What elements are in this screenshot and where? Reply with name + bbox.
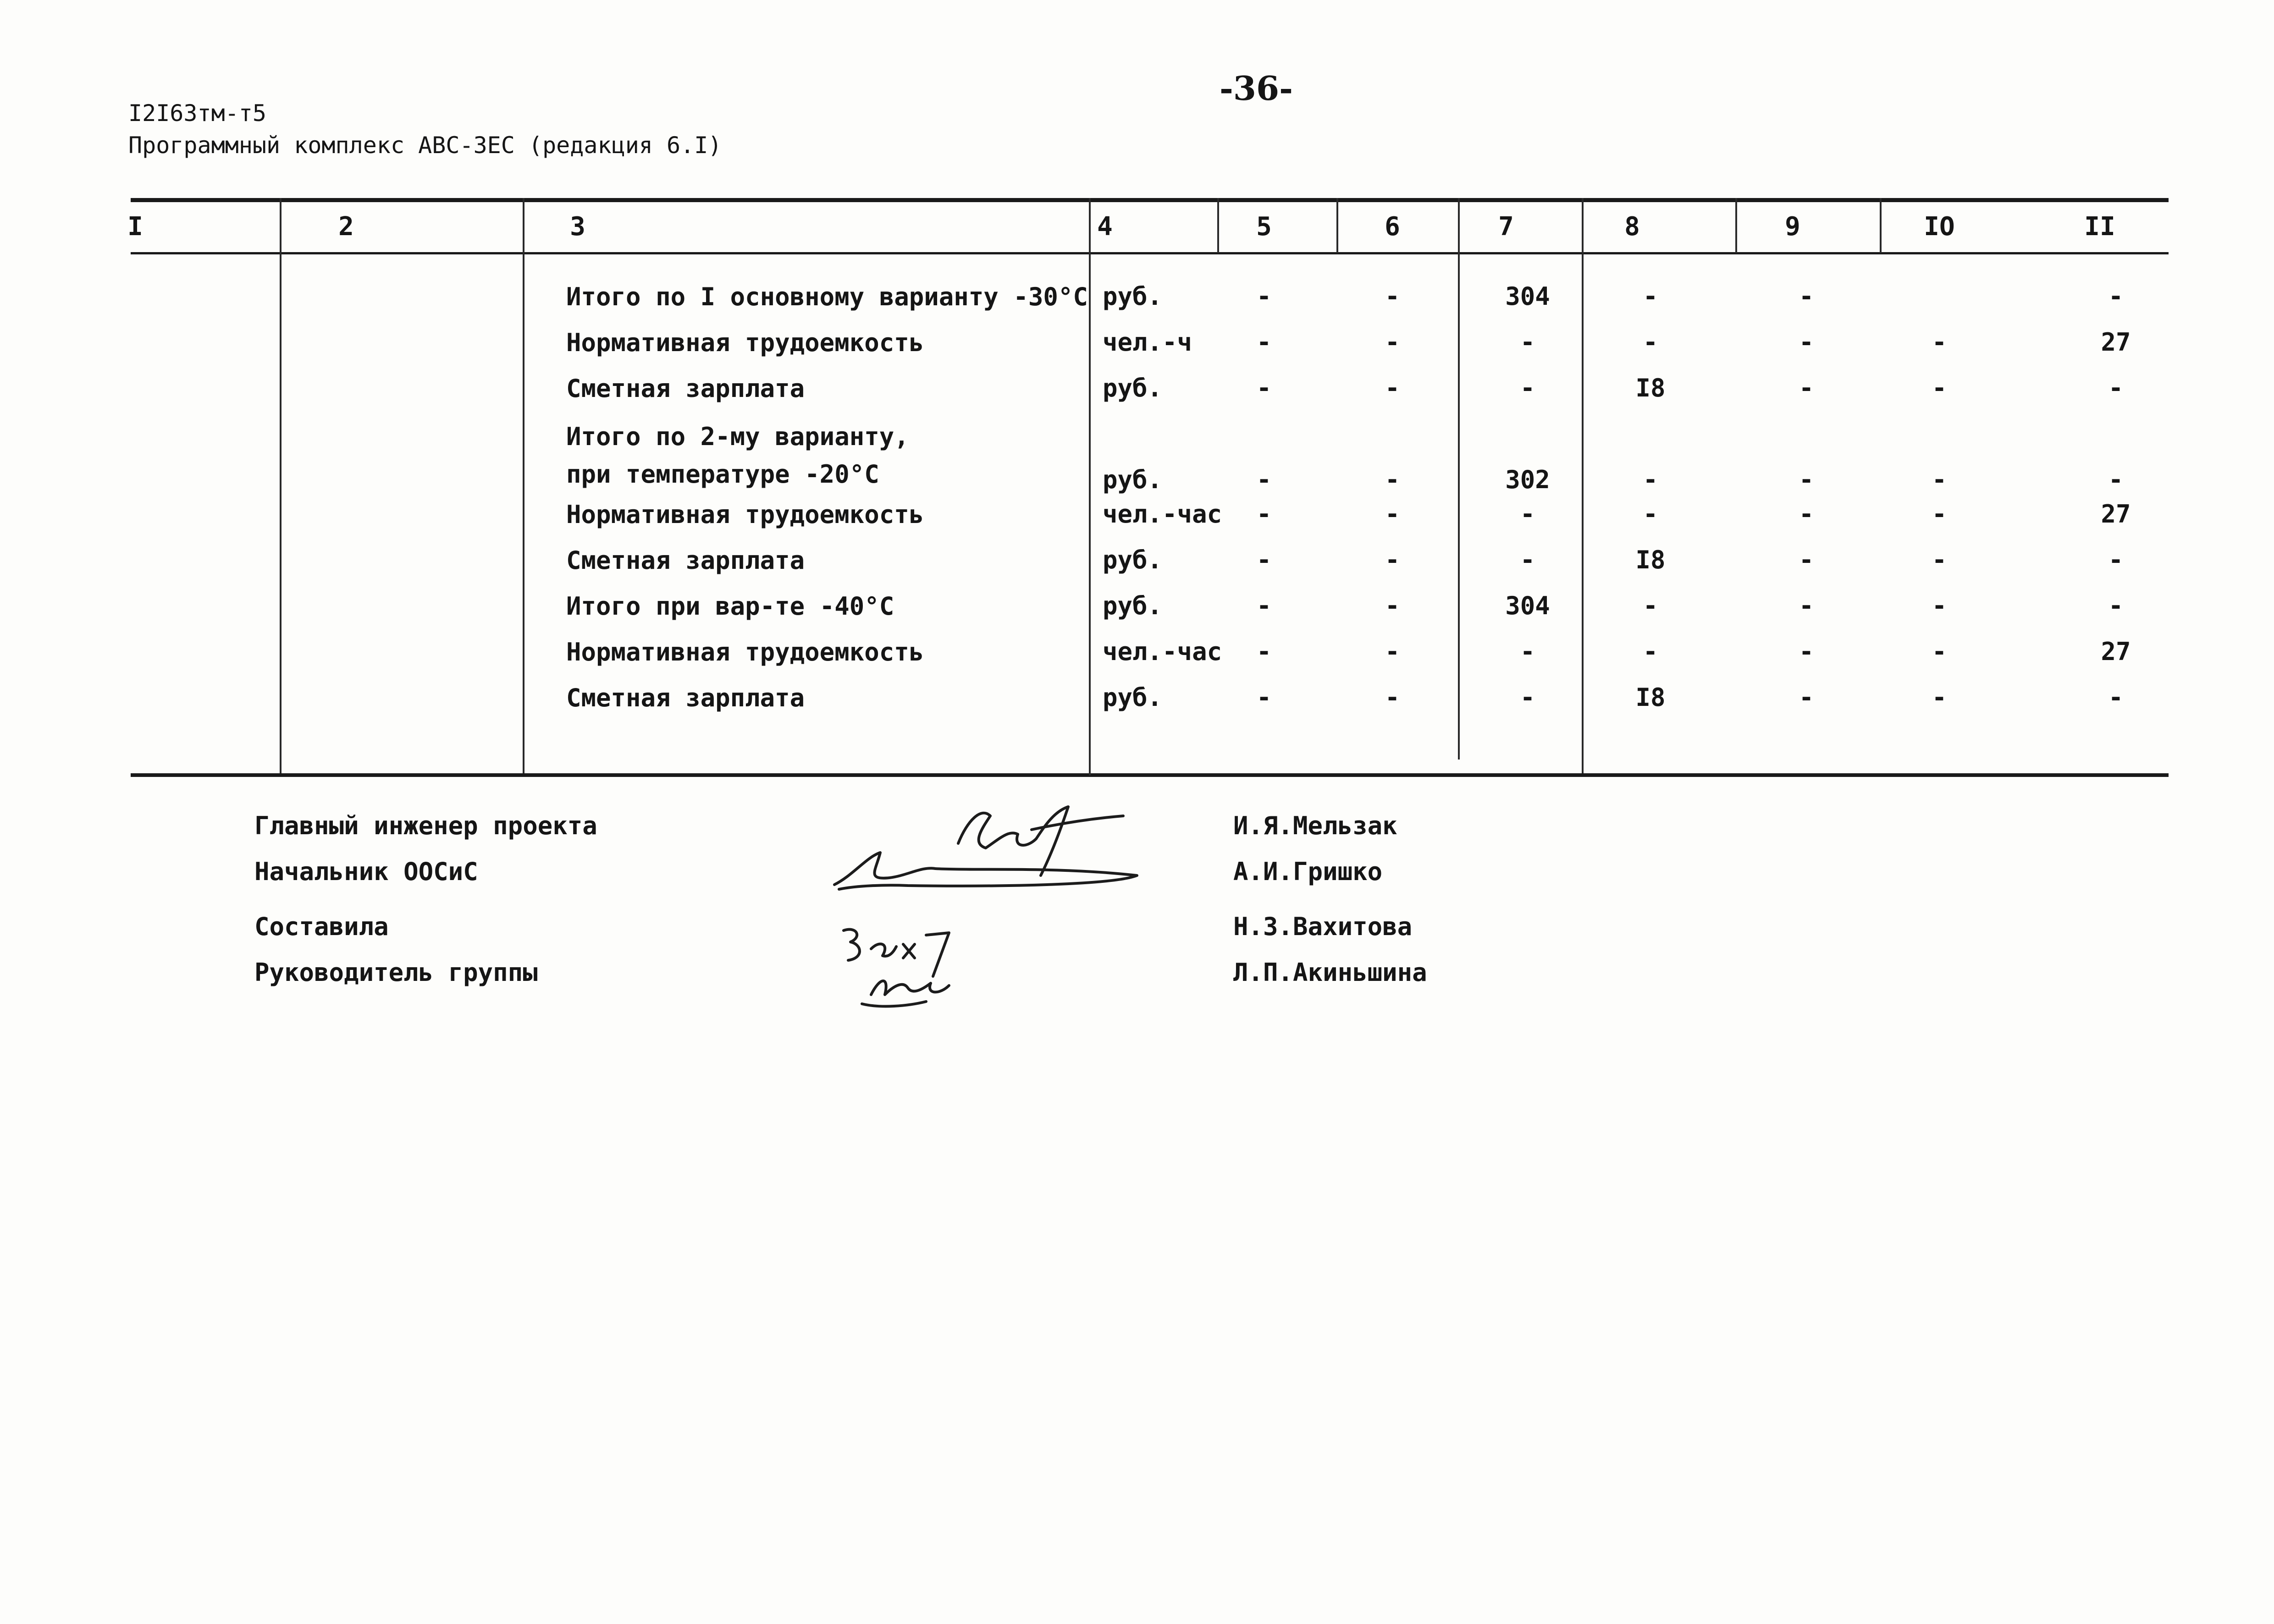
row-item-name: Сметная зарплата (566, 683, 805, 712)
row-item-name: Нормативная трудоемкость (566, 638, 924, 666)
column-divider (1217, 198, 1219, 253)
row-value-col-11: - (2108, 465, 2124, 494)
row-value-col-6: - (1385, 683, 1400, 712)
row-item-name: Сметная зарплата (566, 546, 805, 575)
row-value-col-6: - (1385, 282, 1400, 311)
row-value-col-10: - (1932, 374, 1947, 402)
column-divider (523, 198, 524, 773)
column-divider (1089, 198, 1091, 776)
row-value-col-10: - (1932, 328, 1947, 357)
row-unit: чел.-час (1103, 500, 1222, 528)
row-value-col-10: - (1932, 545, 1947, 574)
row-value-col-9: - (1799, 637, 1814, 666)
row-value-col-11: - (2108, 545, 2124, 574)
row-value-col-7: 304 (1505, 282, 1550, 311)
row-value-col-5: - (1256, 465, 1272, 494)
row-value-col-5: - (1256, 374, 1272, 402)
row-value-col-11: - (2108, 374, 2124, 402)
row-unit: чел.-час (1103, 637, 1222, 666)
row-unit: руб. (1103, 465, 1163, 494)
row-value-col-5: - (1256, 545, 1272, 574)
row-value-col-6: - (1385, 465, 1400, 494)
row-value-col-8: - (1643, 591, 1658, 620)
row-value-col-10: - (1932, 683, 1947, 712)
row-value-col-7: 302 (1505, 465, 1550, 494)
row-value-col-6: - (1385, 637, 1400, 666)
row-value-col-10: - (1932, 465, 1947, 494)
row-value-col-5: - (1256, 683, 1272, 712)
head-name: А.И.Гришко (1233, 857, 1383, 886)
row-value-col-9: - (1799, 591, 1814, 620)
row-value-col-11: - (2108, 591, 2124, 620)
row-value-col-9: - (1799, 500, 1814, 528)
row-value-col-7: - (1520, 500, 1535, 528)
row-value-col-5: - (1256, 637, 1272, 666)
row-value-col-11: 27 (2101, 500, 2131, 528)
program-title: Программный комплекс АВС-ЗЕС (редакция 6.I) (128, 132, 722, 159)
column-divider (1582, 198, 1584, 773)
row-item-name: Нормативная трудоемкость (566, 328, 924, 357)
column-divider (1735, 198, 1737, 253)
col-header-8: 8 (1624, 212, 1640, 242)
row-value-col-7: - (1520, 637, 1535, 666)
row-value-col-7: - (1520, 545, 1535, 574)
col-header-2: 2 (338, 212, 354, 242)
row-value-col-9: - (1799, 465, 1814, 494)
row-value-col-5: - (1256, 591, 1272, 620)
row-value-col-10: - (1932, 591, 1947, 620)
row-item-name: Нормативная трудоемкость (566, 500, 924, 529)
group-lead-name: Л.П.Акиньшина (1233, 958, 1427, 987)
compiled-name: Н.З.Вахитова (1233, 912, 1413, 941)
col-header-3: 3 (570, 212, 585, 242)
row-value-col-5: - (1256, 328, 1272, 357)
row-item-name: Итого при вар-те -40°C (566, 592, 894, 621)
row-value-col-9: - (1799, 374, 1814, 402)
row-item-name: Итого по 2-му варианту, при температуре -20°C (566, 422, 909, 489)
row-unit: руб. (1103, 374, 1163, 402)
compiled-title: Составила (254, 912, 389, 941)
row-value-col-6: - (1385, 500, 1400, 528)
row-value-col-8: I8 (1635, 545, 1666, 574)
row-value-col-7: - (1520, 683, 1535, 712)
column-divider (280, 198, 281, 773)
row-value-col-8: - (1643, 500, 1658, 528)
row-value-col-8: I8 (1635, 683, 1666, 712)
col-header-1: I (127, 212, 143, 242)
group-lead-title: Руководитель группы (254, 958, 538, 987)
row-unit: руб. (1103, 545, 1163, 574)
handwritten-signatures (816, 779, 1174, 1018)
row-item-name: Итого по I основному варианту -30°C (566, 282, 1088, 311)
document-header (128, 97, 722, 161)
row-value-col-8: I8 (1635, 374, 1666, 402)
chief-engineer-title: Главный инженер проекта (254, 811, 597, 840)
page-number: -36- (1220, 69, 1293, 108)
row-value-col-11: - (2108, 683, 2124, 712)
row-value-col-9: - (1799, 683, 1814, 712)
chief-engineer-name: И.Я.Мельзак (1233, 811, 1397, 840)
col-header-11: II (2084, 212, 2115, 242)
col-header-9: 9 (1785, 212, 1800, 242)
row-value-col-7: - (1520, 328, 1535, 357)
row-unit: руб. (1103, 591, 1163, 620)
table-bottom-border (131, 773, 2169, 777)
column-divider (1458, 198, 1460, 760)
document-code: I2I63тм-т5 (128, 100, 267, 127)
row-unit: руб. (1103, 282, 1163, 311)
row-value-col-7: - (1520, 374, 1535, 402)
row-value-col-6: - (1385, 591, 1400, 620)
table-top-border (131, 198, 2169, 202)
row-value-col-5: - (1256, 282, 1272, 311)
row-value-col-10: - (1932, 500, 1947, 528)
col-header-4: 4 (1097, 212, 1113, 242)
row-value-col-9: - (1799, 328, 1814, 357)
row-value-col-6: - (1385, 328, 1400, 357)
row-unit: руб. (1103, 683, 1163, 712)
row-value-col-7: 304 (1505, 591, 1550, 620)
row-value-col-8: - (1643, 328, 1658, 357)
col-header-7: 7 (1498, 212, 1514, 242)
table-header-divider (131, 252, 2169, 254)
row-value-col-5: - (1256, 500, 1272, 528)
column-divider (1880, 198, 1882, 253)
col-header-5: 5 (1256, 212, 1272, 242)
row-value-col-6: - (1385, 374, 1400, 402)
row-value-col-9: - (1799, 282, 1814, 311)
head-title: Начальник ООСиС (254, 857, 478, 886)
row-value-col-9: - (1799, 545, 1814, 574)
row-item-name: Сметная зарплата (566, 374, 805, 403)
col-header-6: 6 (1385, 212, 1400, 242)
col-header-10: IO (1924, 212, 1955, 242)
row-value-col-6: - (1385, 545, 1400, 574)
row-value-col-11: - (2108, 282, 2124, 311)
row-value-col-11: 27 (2101, 637, 2131, 666)
row-value-col-8: - (1643, 282, 1658, 311)
row-value-col-11: 27 (2101, 328, 2131, 357)
estimate-table (127, 198, 2169, 780)
row-value-col-10: - (1932, 637, 1947, 666)
row-value-col-8: - (1643, 465, 1658, 494)
column-divider (1336, 198, 1338, 253)
row-value-col-8: - (1643, 637, 1658, 666)
row-unit: чел.-ч (1103, 328, 1192, 357)
